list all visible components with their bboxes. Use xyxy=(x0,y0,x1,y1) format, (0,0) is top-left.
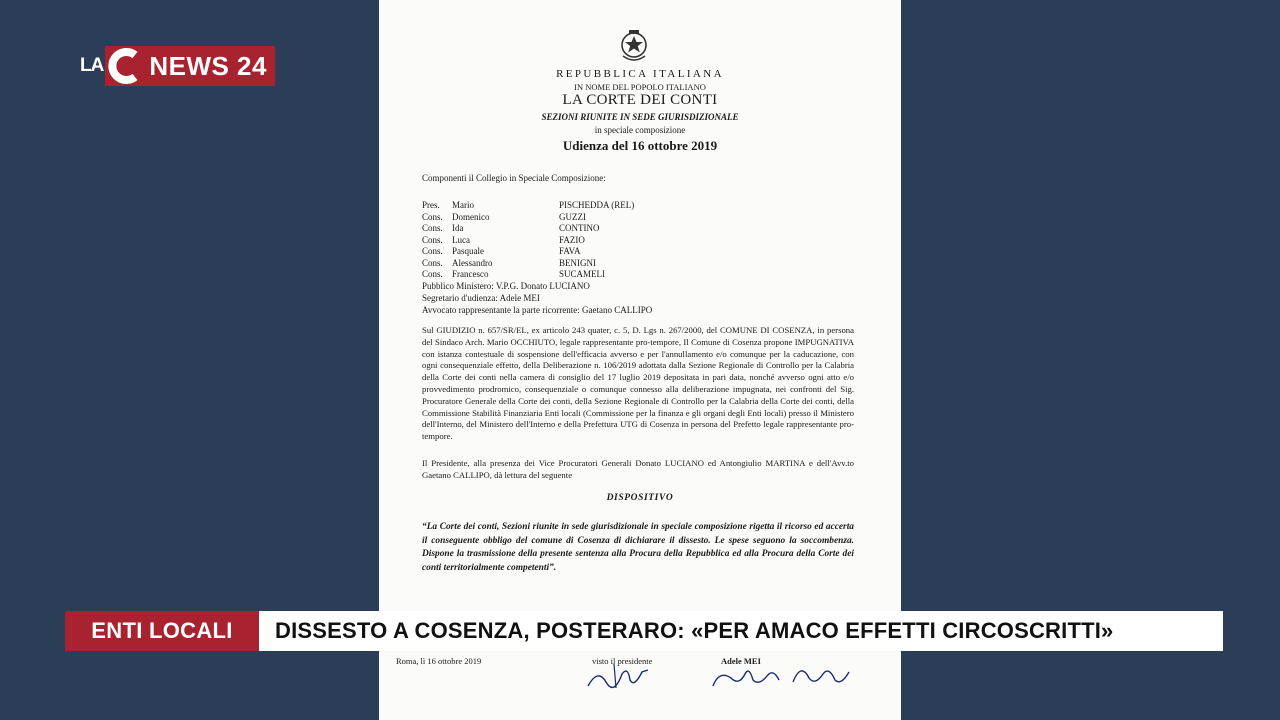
logo-box xyxy=(143,46,275,86)
panel-member: Cons. Luca FAZIO xyxy=(422,234,585,245)
logo-c-icon xyxy=(105,46,145,86)
president-signature-icon xyxy=(584,660,654,692)
hearing-date: Udienza del 16 ottobre 2019 xyxy=(562,138,718,153)
panel-title: Componenti il Collegio in Speciale Composizione: xyxy=(422,173,606,183)
panel-member: Cons. Francesco SUCAMELI xyxy=(422,269,606,279)
channel-logo xyxy=(80,46,275,86)
republic-emblem-icon xyxy=(618,28,650,64)
panel-member: Cons. Pasquale FAVA xyxy=(422,246,581,256)
president-paragraph: Il Presidente, alla presenza dei Vice Procuratori Generali Donato LUCIANO ed Antongiulio MARTINA e dell'Avv.to Gaetano CALLIPO, dà lettura del seguente xyxy=(422,458,854,480)
court-name: LA CORTE DEI CONTI xyxy=(562,92,718,108)
ticker-category: ENTI LOCALI xyxy=(65,611,259,651)
secretary-signature-icon xyxy=(709,656,859,694)
people-name-line: IN NOME DEL POPOLO ITALIANO xyxy=(574,82,706,92)
signer-name: Adele MEI xyxy=(721,656,761,666)
panel-member: Cons. Domenico GUZZI xyxy=(422,211,586,222)
seen-by-president: visto il presidente xyxy=(592,656,653,666)
republic-heading: REPUBBLICA ITALIANA xyxy=(556,68,724,80)
logo-name: NEWS 24 xyxy=(149,50,267,81)
secretary-line: Segretario d'udienza: Adele MEI xyxy=(422,293,540,303)
special-composition: in speciale composizione xyxy=(594,125,686,135)
court-sections: SEZIONI RIUNITE IN SEDE GIURISDIZIONALE xyxy=(541,112,739,122)
ticker-headline: DISSESTO A COSENZA, POSTERARO: «PER AMACO EFFETTI CIRCOSCRITTI» xyxy=(259,611,1223,651)
panel-member: Cons. Ida CONTINO xyxy=(422,223,600,233)
prosecutor-line: Pubblico Ministero: V.P.G. Donato LUCIANO xyxy=(422,281,590,291)
news-ticker xyxy=(65,611,1223,651)
panel-member: Cons. Alessandro BENIGNI xyxy=(422,257,596,268)
judgment-paragraph: Sul GIUDIZIO n. 657/SR/EL, ex articolo 243 quater, c. 5, D. Lgs n. 267/2000, del COMUNE DI COSENZA, in persona del Sindaco Arch. Mario OCCHIUTO, legale rappresentante pro-tempore, Il Comune di Cosenza propone IMPUGNATIVA con istanza contestuale di sospensione dell'efficacia avverso e per l'annullamento e/o comunque per la caducazione, con ogni consequenziale effetto, della Deliberazione n. 106/2019 adottata dalla Sezione Regionale di Controllo per la Calabria della Corte dei conti nella camera di consiglio del 17 luglio 2019 depositata in pari data, nonché avverso ogni atto e/o provvedimento prodromico, consequenziale o comunque connesso alla deliberazione impugnata, nei confronti del Sig. Procuratore Generale della Corte dei conti, della Sezione Regionale di Controllo per la Calabria della Corte dei conti, della Commissione Stabilità Finanziaria Enti locali (Commissione per la finanza e gli organi degli Enti locali) presso il Ministero dell'Interno, del Ministero dell'Interno e della Prefettura UTG di Cosenza in persona del Prefetto legale rappresentante pro-tempore. xyxy=(422,325,854,442)
place-date: Roma, lì 16 ottobre 2019 xyxy=(396,656,482,666)
dispositivo-text: “La Corte dei conti, Sezioni riunite in sede giurisdizionale in speciale composizione rigetta il ricorso ed accerta il conseguente obbligo del comune di Cosenza di dichiarare il dissesto. Le spese seguono la soccombenza. Dispone la trasmissione della presente sentenza alla Procura della Repubblica ed alla Procura della Corte dei conti territorialmente competenti”. xyxy=(422,522,854,573)
panel-member: Pres. Mario PISCHEDDA (REL) xyxy=(422,200,635,210)
lawyer-line: Avvocato rappresentante la parte ricorrente: Gaetano CALLIPO xyxy=(422,305,653,315)
dispositivo-title: DISPOSITIVO xyxy=(606,493,674,503)
logo-prefix: LA xyxy=(80,55,104,76)
